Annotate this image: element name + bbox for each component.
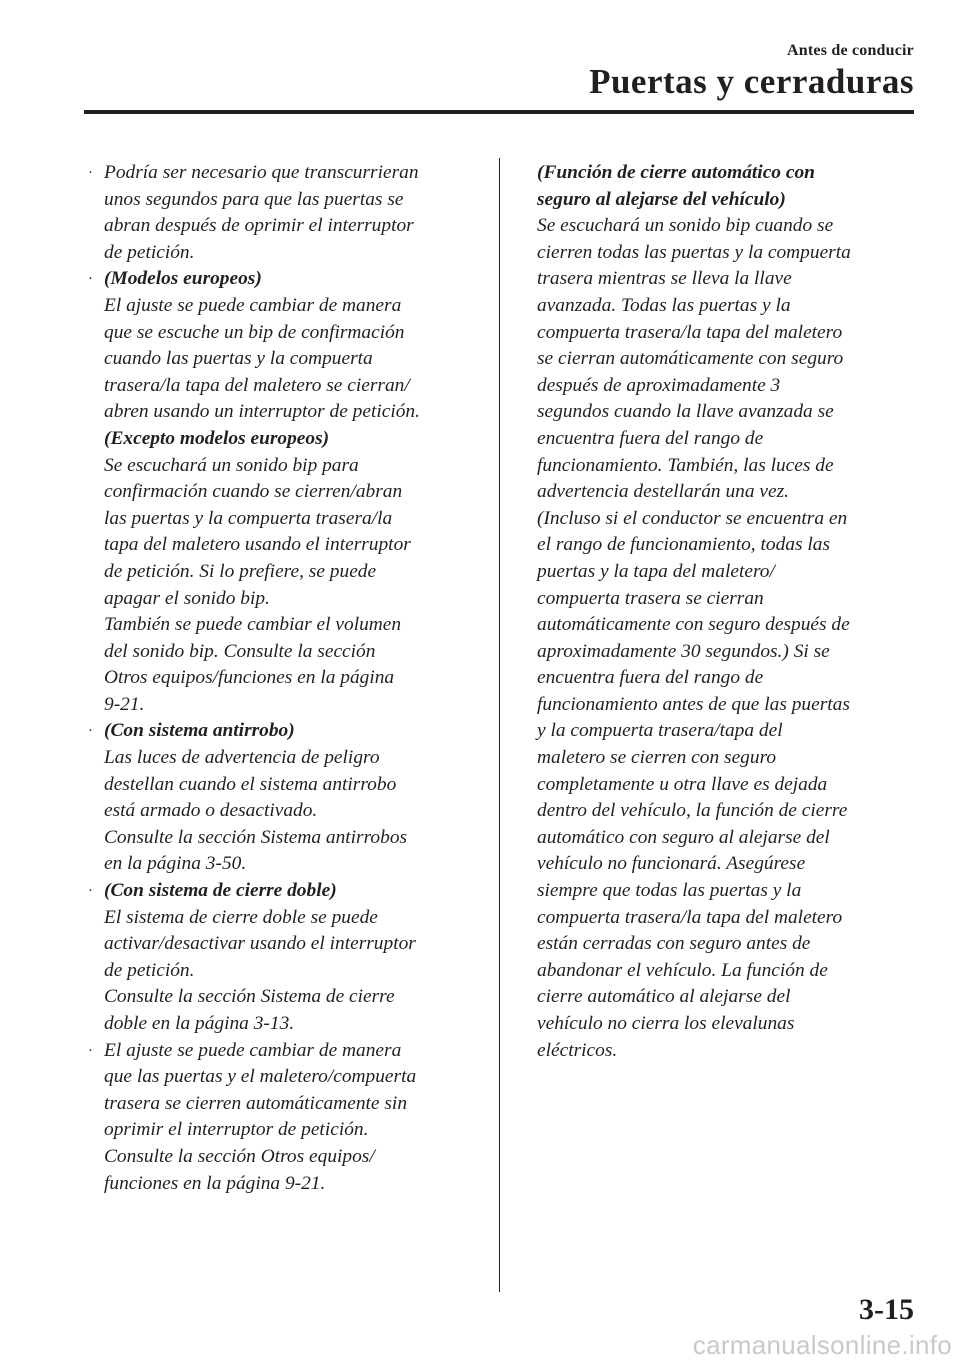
text-line: Se escuchará un sonido bip para bbox=[104, 454, 359, 476]
page-number: 3-15 bbox=[859, 1293, 914, 1326]
text-line: activar/desactivar usando el interruptor bbox=[104, 933, 416, 955]
subheading: (Función de cierre automático con bbox=[537, 162, 815, 183]
text-line: están cerradas con seguro antes de bbox=[537, 933, 811, 955]
text-line: El ajuste se puede cambiar de manera bbox=[104, 294, 402, 316]
bullet-dot-icon: · bbox=[88, 723, 93, 740]
text-line: trasera/la tapa del maletero se cierran/ bbox=[104, 374, 410, 396]
text-line: confirmación cuando se cierren/abran bbox=[104, 481, 403, 503]
bullet-item bbox=[84, 266, 484, 718]
text-line: encuentra fuera del rango de bbox=[537, 667, 764, 689]
text-line: del sonido bip. Consulte la sección bbox=[104, 640, 376, 662]
text-line: unos segundos para que las puertas se bbox=[104, 188, 404, 210]
text-line: funcionamiento. También, las luces de bbox=[537, 454, 834, 476]
text-line: completamente u otra llave es dejada bbox=[537, 773, 828, 795]
text-line: se cierran automáticamente con seguro bbox=[537, 348, 844, 370]
text-line: tapa del maletero usando el interruptor bbox=[104, 534, 411, 556]
subheading: seguro al alejarse del vehículo) bbox=[537, 188, 786, 210]
text-line: siempre que todas las puertas y la bbox=[537, 880, 802, 902]
text-line: Consulte la sección Otros equipos/ bbox=[104, 1145, 375, 1167]
right-column bbox=[537, 160, 932, 1064]
text-line: abren usando un interruptor de petición. bbox=[104, 401, 420, 423]
subheading: (Con sistema de cierre doble) bbox=[104, 880, 337, 902]
subheading: (Modelos europeos) bbox=[104, 268, 262, 290]
subheading: (Excepto modelos europeos) bbox=[104, 427, 330, 449]
bullet-dot-icon: · bbox=[88, 165, 93, 181]
text-line: (Incluso si el conductor se encuentra en bbox=[537, 507, 848, 529]
text-line: cuando las puertas y la compuerta bbox=[104, 348, 373, 370]
text-line: oprimir el interruptor de petición. bbox=[104, 1119, 369, 1141]
text-line: compuerta trasera/la tapa del maletero bbox=[537, 906, 843, 928]
header-rule bbox=[84, 110, 914, 114]
text-line: segundos cuando la llave avanzada se bbox=[537, 401, 834, 423]
text-line: las puertas y la compuerta trasera/la bbox=[104, 507, 393, 529]
text-line: vehículo no cierra los elevalunas bbox=[537, 1013, 795, 1034]
text-line: y la compuerta trasera/tapa del bbox=[537, 720, 783, 742]
text-line: está armado o desactivado. bbox=[104, 800, 318, 822]
section-label: Antes de conducir bbox=[787, 42, 914, 59]
text-line: puertas y la tapa del maletero/ bbox=[537, 560, 775, 582]
text-line: Se escuchará un sonido bip cuando se bbox=[537, 215, 834, 237]
text-line: abran después de oprimir el interruptor bbox=[104, 215, 414, 237]
watermark: carmanualsonline.info bbox=[692, 1330, 952, 1360]
column-divider bbox=[499, 158, 500, 1292]
text-line: trasera se cierren automáticamente sin bbox=[104, 1092, 408, 1114]
text-line: maletero se cierren con seguro bbox=[537, 747, 777, 769]
text-line: Otros equipos/funciones en la página bbox=[104, 667, 395, 689]
text-line: que las puertas y el maletero/compuerta bbox=[104, 1066, 417, 1088]
text-line: Podría ser necesario que transcurrieran bbox=[104, 162, 419, 183]
text-line: aproximadamente 30 segundos.) Si se bbox=[537, 640, 830, 662]
bullet-dot-icon: · bbox=[88, 271, 93, 288]
text-line: compuerta trasera/la tapa del maletero bbox=[537, 321, 843, 343]
text-line: funciones en la página 9-21. bbox=[104, 1172, 326, 1194]
text-line: que se escuche un bip de confirmación bbox=[104, 321, 405, 343]
text-line: 9-21. bbox=[104, 693, 145, 715]
text-line: encuentra fuera del rango de bbox=[537, 427, 764, 449]
text-line: doble en la página 3-13. bbox=[104, 1013, 295, 1034]
text-line: de petición. bbox=[104, 959, 195, 981]
text-line: destellan cuando el sistema antirrobo bbox=[104, 773, 397, 795]
left-column bbox=[84, 160, 484, 1197]
text-line: Consulte la sección Sistema de cierre bbox=[104, 986, 395, 1008]
text-line: advertencia destellarán una vez. bbox=[537, 481, 790, 503]
text-line: cierren todas las puertas y la compuerta bbox=[537, 241, 851, 263]
bullet-item bbox=[84, 1038, 484, 1198]
bullet-dot-icon: · bbox=[88, 883, 93, 900]
text-line: automático con seguro al alejarse del bbox=[537, 826, 830, 848]
text-line: en la página 3-50. bbox=[104, 853, 247, 875]
text-line: de petición. bbox=[104, 241, 195, 263]
bullet-dot-icon: · bbox=[88, 1042, 93, 1059]
text-line: funcionamiento antes de que las puertas bbox=[537, 693, 850, 715]
text-line: automáticamente con seguro después de bbox=[537, 614, 850, 636]
page-title: Puertas y cerraduras bbox=[589, 62, 914, 101]
text-line: eléctricos. bbox=[537, 1039, 618, 1061]
text-line: cierre automático al alejarse del bbox=[537, 986, 791, 1008]
text-line: trasera mientras se lleva la llave bbox=[537, 268, 792, 290]
text-line: después de aproximadamente 3 bbox=[537, 374, 781, 396]
bullet-item bbox=[84, 878, 484, 1038]
text-line: También se puede cambiar el volumen bbox=[104, 614, 402, 636]
text-line: compuerta trasera se cierran bbox=[537, 587, 764, 609]
text-line: vehículo no funcionará. Asegúrese bbox=[537, 853, 806, 875]
text-line: Las luces de advertencia de peligro bbox=[104, 747, 380, 769]
text-line: de petición. Si lo prefiere, se puede bbox=[104, 560, 377, 582]
bullet-item bbox=[84, 718, 484, 878]
text-line: Consulte la sección Sistema antirrobos bbox=[104, 826, 408, 848]
text-line: el rango de funcionamiento, todas las bbox=[537, 534, 830, 556]
bullet-item bbox=[84, 160, 484, 266]
text-line: apagar el sonido bip. bbox=[104, 587, 270, 609]
text-line: El ajuste se puede cambiar de manera bbox=[104, 1039, 402, 1061]
text-line: abandonar el vehículo. La función de bbox=[537, 959, 828, 981]
text-line: dentro del vehículo, la función de cierre bbox=[537, 800, 848, 822]
text-line: El sistema de cierre doble se puede bbox=[104, 906, 378, 928]
subheading: (Con sistema antirrobo) bbox=[104, 720, 295, 742]
text-line: avanzada. Todas las puertas y la bbox=[537, 294, 791, 316]
